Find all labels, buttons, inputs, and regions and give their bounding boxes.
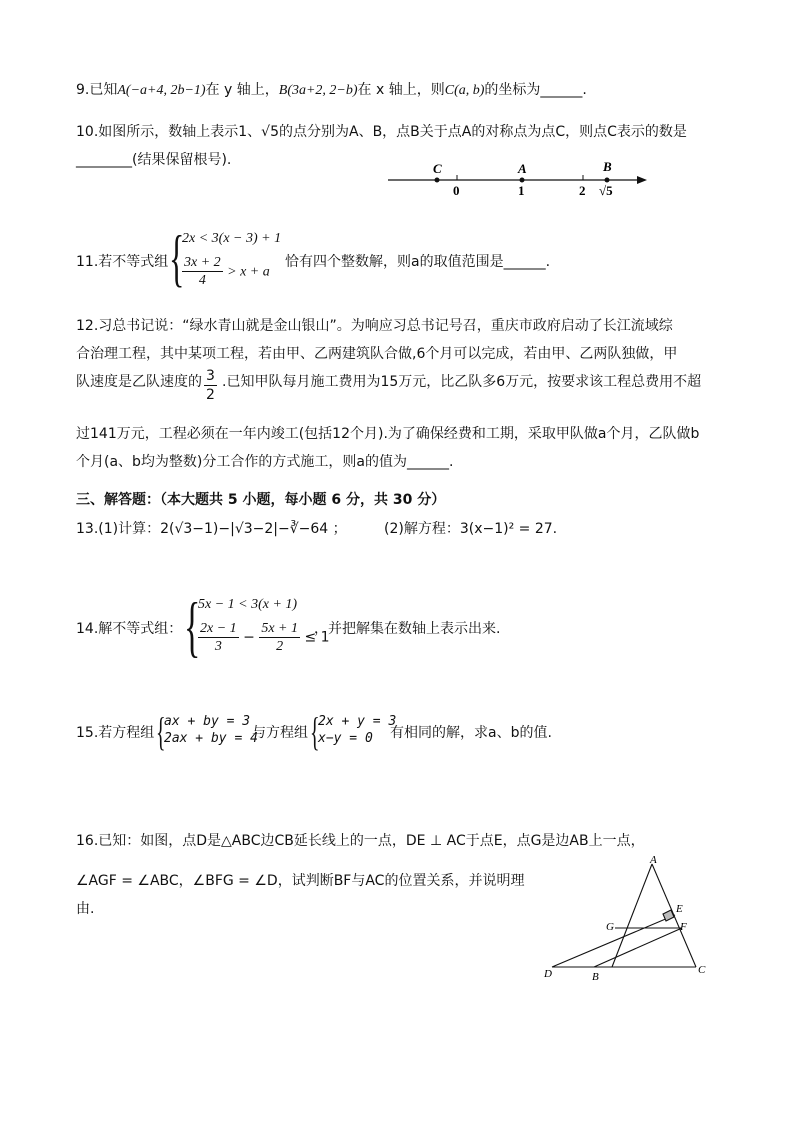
q14-ineq2	[198, 620, 330, 655]
label-c: C	[433, 161, 442, 176]
q14-suffix: ，并把解集在数轴上表示出来.	[314, 621, 501, 637]
q12-line3a: 队速度是乙队速度的	[76, 374, 202, 390]
point-c	[435, 178, 440, 183]
q15-sys2-a: 2x + y = 3	[318, 714, 397, 729]
question-10-line2: ________(结果保留根号).	[76, 152, 232, 168]
q9-mid1: 在 y 轴上，	[205, 82, 279, 98]
label-sqrt5: √5	[599, 183, 613, 198]
label-b: B	[592, 971, 599, 983]
section-3-title: 三、解答题：（本大题共 5 小题，每小题 6 分，共 30 分）	[76, 492, 446, 508]
q11-ineq2	[182, 254, 270, 289]
label-d: D	[544, 968, 552, 980]
q12-line5: 个月(a、b均为整数)分工合作的方式施工，则a的值为______.	[76, 454, 454, 470]
q14-f2-den: 2	[276, 639, 284, 654]
q15-suffix: 有相同的解，求a、b的值.	[390, 725, 552, 741]
q16-line3: 由.	[76, 901, 95, 917]
label-1: 1	[518, 183, 525, 198]
label-g: G	[606, 921, 614, 933]
q14-f1-num: 2x − 1	[200, 621, 237, 636]
q13-part1: 13.(1)计算：2(√3−1)−|√3−2|−∛−64 ；	[76, 521, 347, 537]
q11-frac-num: 3x + 2	[184, 255, 221, 270]
q12-line1: 12.习总书记说：“绿水青山就是金山银山”。为响应习总书记号召，重庆市政府启动了长江流域综	[76, 318, 673, 334]
q15-mid: 与方程组	[252, 725, 308, 741]
q14-f1-den: 3	[214, 639, 222, 654]
label-f: F	[680, 921, 687, 933]
q11-ineq1: 2x < 3(x − 3) + 1	[182, 231, 282, 246]
q15-brace-1: {	[156, 709, 166, 754]
q12-frac-den: 2	[206, 387, 215, 403]
q15-sys2-b: x−y = 0	[318, 731, 373, 746]
point-b	[605, 178, 610, 183]
segment-bf	[594, 928, 682, 967]
q9-point-c: C(a, b)	[444, 83, 485, 98]
q12-frac-num: 3	[206, 368, 215, 384]
q14-brace: {	[184, 588, 201, 664]
label-e: E	[676, 903, 683, 915]
q11-brace: {	[169, 222, 185, 293]
q11-ineq2-tail: > x + a	[227, 264, 270, 280]
q14-minus: −	[243, 629, 255, 646]
number-line-arrow	[637, 176, 647, 184]
q14-ineq1: 5x − 1 < 3(x + 1)	[198, 597, 298, 612]
q12-line2: 合治理工程，其中某项工程，若由甲、乙两建筑队合做,6个月可以完成，若由甲、乙两队独做，甲	[76, 346, 678, 362]
q12-line4: 过141万元，工程必须在一年内竣工(包括12个月).为了确保经费和工期，采取甲队做a个月，乙队做b	[76, 426, 700, 442]
q9-prefix: 9.已知	[76, 82, 118, 98]
point-a	[520, 178, 525, 183]
number-line-figure	[385, 158, 655, 200]
triangle-figure	[540, 852, 720, 987]
label-a: A	[650, 854, 657, 866]
q14-le: ≤ 1	[304, 629, 330, 646]
q14-f2-num: 5x + 1	[261, 621, 298, 636]
label-c-tri: C	[698, 964, 706, 976]
label-a: A	[518, 161, 527, 176]
q13-part2: (2)解方程：3(x−1)² = 27.	[384, 521, 558, 537]
label-b: B	[603, 159, 612, 174]
q11-frac-den: 4	[198, 273, 206, 288]
q16-line1: 16.已知：如图，点D是△ABC边CB延长线上的一点，DE ⊥ AC于点E，点G是边AB上一点，	[76, 833, 645, 849]
q11-suffix: 恰有四个整数解，则a的取值范围是______.	[285, 254, 551, 270]
q11-prefix: 11.若不等式组	[76, 254, 169, 270]
q12-line3b: .已知甲队每月施工费用为15万元，比乙队多6万元，按要求该工程总费用不超	[222, 374, 702, 390]
q14-prefix: 14.解不等式组：	[76, 621, 183, 637]
q15-sys1-b: 2ax + by = 4	[164, 731, 258, 746]
q15-prefix: 15.若方程组	[76, 725, 155, 741]
question-10-line1: 10.如图所示，数轴上表示1、√5的点分别为A、B，点B关于点A的对称点为点C，则点C表示的数是	[76, 124, 687, 140]
question-9	[76, 80, 587, 101]
segment-ab	[612, 864, 652, 967]
label-2: 2	[579, 183, 586, 198]
q12-fraction	[204, 367, 217, 404]
label-0: 0	[453, 183, 460, 198]
q15-sys1-a: ax + by = 3	[164, 714, 251, 729]
q9-mid2: 在 x 轴上，则	[357, 82, 445, 98]
q9-point-a: A(−a+4, 2b−1)	[117, 83, 206, 98]
q16-line2: ∠AGF = ∠ABC，∠BFG = ∠D，试判断BF与AC的位置关系，并说明理	[76, 873, 525, 889]
q9-suffix: 的坐标为______.	[484, 82, 587, 98]
q15-brace-2: {	[310, 709, 320, 754]
q9-point-b: B(3a+2, 2−b)	[278, 83, 358, 98]
